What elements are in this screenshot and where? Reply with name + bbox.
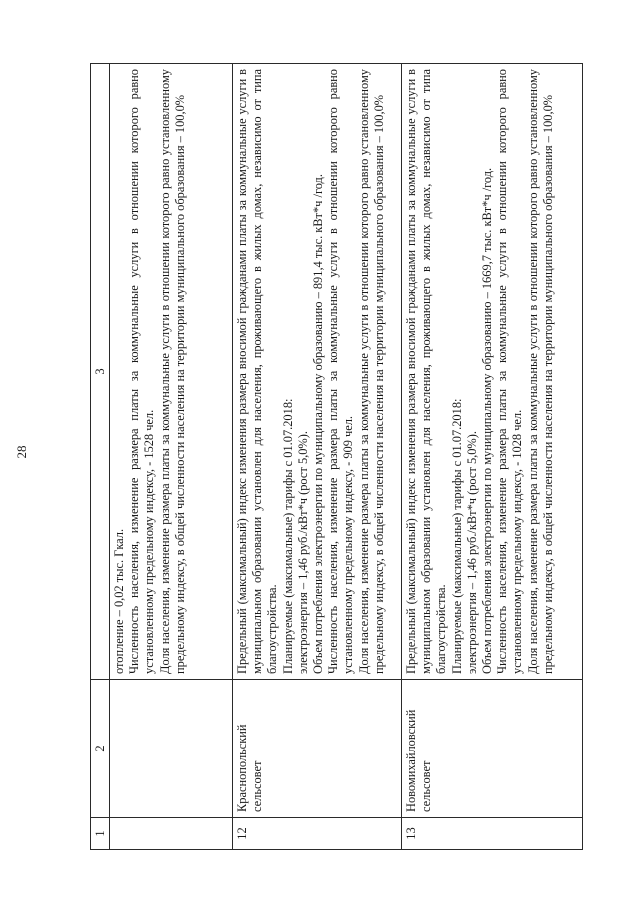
municipality-name-cell: Новомихайловский сельсовет xyxy=(402,680,583,818)
municipality-name-cell xyxy=(110,680,233,818)
description-line: Планируемые (максимальные) тарифы с 01.07.2018: xyxy=(449,398,464,674)
page-number: 28 xyxy=(14,445,29,459)
row-number-cell xyxy=(110,818,233,850)
description-line: электроэнергия – 1,46 руб./кВт*ч (рост 5,0%). xyxy=(464,431,479,674)
description-line: Численность населения, изменение размера платы за коммунальные услуги в отношении которого равно установленному предельному индексу, - 909 чел. xyxy=(326,69,356,674)
description-line: Планируемые (максимальные) тарифы с 01.07.2018: xyxy=(280,398,295,674)
description-line: Численность населения, изменение размера платы за коммунальные услуги в отношении которого равно установленному предельному индексу, - 1028 чел. xyxy=(495,69,525,674)
table-row xyxy=(402,64,583,850)
table-row xyxy=(110,64,233,850)
description-line: отопление – 0,02 тыс. Гкал. xyxy=(112,528,126,674)
row-number-cell: 13 xyxy=(402,818,583,850)
column-header: 3 xyxy=(91,64,110,680)
description-cell xyxy=(402,64,583,680)
row-number-cell: 12 xyxy=(233,818,402,850)
table-row xyxy=(233,64,402,850)
description-line: Предельный (максимальный) индекс изменения размера вносимой гражданами платы за коммунальные услуги в муниципальном образовании установлен для населения, проживающего в жилых домах, независимо от типа благоустройства. xyxy=(235,69,280,674)
description-line: Доля населения, изменение размера платы за коммунальные услуги в отношении которого равно установленному предельному индексу, в общей численности населения на территории муниципального образования – 100,0% xyxy=(356,69,386,674)
column-header: 1 xyxy=(91,818,110,850)
description-cell xyxy=(110,64,233,680)
description-cell xyxy=(233,64,402,680)
municipal-tariff-table xyxy=(90,63,583,850)
description-line: Доля населения, изменение размера платы за коммунальные услуги в отношении которого равно установленному предельному индексу, в общей численности населения на территории муниципального образования – 100,0% xyxy=(525,69,555,674)
description-line: Доля населения, изменение размера платы за коммунальные услуги в отношении которого равно установленному предельному индексу, в общей численности населения на территории муниципального образования – 100,0% xyxy=(157,69,187,674)
municipality-name-cell: Краснопольский сельсовет xyxy=(233,680,402,818)
description-line: Объем потребления электроэнергии по муниципальному образованию – 891,4 тыс. кВт*ч /год. xyxy=(311,174,326,674)
table-header-row xyxy=(91,64,110,850)
description-line: Численность населения, изменение размера платы за коммунальные услуги в отношении которого равно установленному предельному индексу, - 1528 чел. xyxy=(127,69,157,674)
description-line: Предельный (максимальный) индекс изменения размера вносимой гражданами платы за коммунальные услуги в муниципальном образовании установлен для населения, проживающего в жилых домах, независимо от типа благоустройства. xyxy=(404,69,449,674)
description-line: Объем потребления электроэнергии по муниципальному образованию – 1669,7 тыс. кВт*ч /год. xyxy=(480,167,495,674)
column-header: 2 xyxy=(91,680,110,818)
rotated-page-content xyxy=(90,64,555,850)
description-line: электроэнергия – 1,46 руб./кВт*ч (рост 5,0%). xyxy=(295,431,310,674)
